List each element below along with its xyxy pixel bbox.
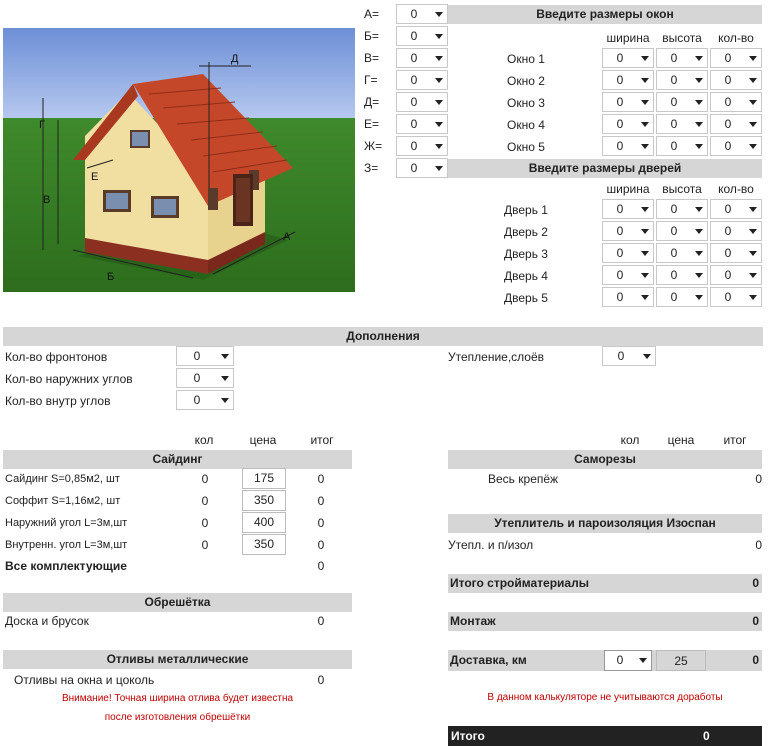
mounting-value: 0 [752, 614, 759, 628]
dim-label-e: Е [91, 171, 99, 183]
chevron-down-icon [695, 144, 703, 149]
inner-corner-row-qty: 0 [201, 538, 209, 552]
dim-label-b: Б [107, 271, 115, 283]
additions-header: Дополнения [3, 327, 763, 346]
drips-row-total: 0 [317, 673, 325, 687]
lathing-row-total: 0 [317, 614, 325, 628]
chevron-down-icon [435, 56, 443, 61]
chevron-down-icon [749, 100, 757, 105]
col-qty-left: кол [194, 433, 214, 447]
window-2-count-select[interactable]: 0 [710, 70, 762, 90]
inner-corners-label: Кол-во внутр углов [5, 394, 111, 408]
dim-zh-select[interactable]: 0 [396, 136, 448, 156]
chevron-down-icon [749, 144, 757, 149]
chevron-down-icon [695, 251, 703, 256]
door-4-label: Дверь 4 [504, 269, 548, 283]
materials-total-bar [448, 574, 762, 593]
dim-d-label: Д= [364, 95, 380, 109]
soffit-row-total: 0 [317, 494, 325, 508]
all-components-label: Все комплектующие [5, 559, 127, 573]
chevron-down-icon [749, 295, 757, 300]
dim-z-label: З= [364, 161, 379, 175]
door-2-count-select[interactable]: 0 [710, 221, 762, 241]
gables-label: Кол-во фронтонов [5, 350, 108, 364]
drips-row-label: Отливы на окна и цоколь [14, 673, 155, 687]
screws-row-total: 0 [755, 472, 762, 486]
col-total-left: итог [310, 433, 334, 447]
dim-b-label: Б= [364, 29, 379, 43]
chevron-down-icon [221, 398, 229, 403]
chevron-down-icon [641, 144, 649, 149]
chevron-down-icon [695, 273, 703, 278]
dim-e-select[interactable]: 0 [396, 114, 448, 134]
chevron-down-icon [435, 144, 443, 149]
chevron-down-icon [749, 78, 757, 83]
chevron-down-icon [749, 122, 757, 127]
dim-label-g: Г [39, 119, 45, 131]
door-2-height-select[interactable]: 0 [656, 221, 708, 241]
chevron-down-icon [641, 273, 649, 278]
door-4-width-select[interactable]: 0 [602, 265, 654, 285]
window-3-count-select[interactable]: 0 [710, 92, 762, 112]
dim-label-d: Д [231, 53, 239, 65]
dim-g-label: Г= [364, 73, 378, 87]
door-4-count-select[interactable]: 0 [710, 265, 762, 285]
door-5-label: Дверь 5 [504, 291, 548, 305]
door-3-label: Дверь 3 [504, 247, 548, 261]
dim-e-label: Е= [364, 117, 380, 131]
doors-col-width: ширина [606, 182, 650, 196]
chevron-down-icon [641, 56, 649, 61]
soffit-row-qty: 0 [201, 494, 209, 508]
all-components-total: 0 [317, 559, 325, 573]
grand-total-value: 0 [703, 729, 710, 743]
window-5-count-select[interactable]: 0 [710, 136, 762, 156]
inner-corners-select[interactable]: 0 [176, 390, 234, 410]
col-price-right: цена [667, 433, 695, 447]
soffit-price-input[interactable]: 350 [242, 490, 286, 511]
window-2-label: Окно 2 [507, 74, 545, 88]
chevron-down-icon [641, 207, 649, 212]
drips-header: Отливы металлические [3, 650, 352, 669]
window-1-label: Окно 1 [507, 52, 545, 66]
door-4-height-select[interactable]: 0 [656, 265, 708, 285]
chevron-down-icon [695, 207, 703, 212]
window-4-width-select[interactable]: 0 [602, 114, 654, 134]
window-5-height-select[interactable]: 0 [656, 136, 708, 156]
window-2-height-select[interactable]: 0 [656, 70, 708, 90]
chevron-down-icon [749, 56, 757, 61]
door-5-width-select[interactable]: 0 [602, 287, 654, 307]
chevron-down-icon [749, 251, 757, 256]
dim-a-label: А= [364, 7, 380, 21]
house-diagram [3, 28, 355, 292]
chevron-down-icon [221, 376, 229, 381]
doors-header: Введите размеры дверей [448, 159, 762, 178]
chevron-down-icon [435, 122, 443, 127]
chevron-down-icon [639, 658, 647, 663]
grand-total-label: Итого [451, 729, 485, 743]
doors-col-count: кол-во [718, 182, 754, 196]
col-price-left: цена [249, 433, 277, 447]
doraboty-note: В данном калькуляторе не учитываются доработы [487, 692, 723, 703]
door-5-height-select[interactable]: 0 [656, 287, 708, 307]
chevron-down-icon [221, 354, 229, 359]
window-2-width-select[interactable]: 0 [602, 70, 654, 90]
inner-corner-row-total: 0 [317, 538, 325, 552]
chevron-down-icon [435, 166, 443, 171]
chevron-down-icon [435, 78, 443, 83]
dim-d-select[interactable]: 0 [396, 92, 448, 112]
delivery-label: Доставка, км [450, 653, 527, 667]
outer-corner-row-total: 0 [317, 516, 325, 530]
col-qty-right: кол [620, 433, 640, 447]
window-1-width-select[interactable]: 0 [602, 48, 654, 68]
windows-col-width: ширина [606, 31, 650, 45]
chevron-down-icon [641, 229, 649, 234]
outer-corners-select[interactable]: 0 [176, 368, 234, 388]
doors-col-height: высота [662, 182, 702, 196]
chevron-down-icon [435, 12, 443, 17]
dim-g-select[interactable]: 0 [396, 70, 448, 90]
window-4-label: Окно 4 [507, 118, 545, 132]
chevron-down-icon [695, 56, 703, 61]
delivery-rate: 25 [656, 650, 706, 671]
chevron-down-icon [695, 295, 703, 300]
insulation-row-label: Утепл. и п/изол [448, 538, 534, 552]
siding-header: Сайдинг [3, 450, 352, 469]
dim-v-label: В= [364, 51, 380, 65]
window-5-label: Окно 5 [507, 140, 545, 154]
windows-header: Введите размеры окон [448, 5, 762, 24]
door-3-count-select[interactable]: 0 [710, 243, 762, 263]
window-4-count-select[interactable]: 0 [710, 114, 762, 134]
lathing-header: Обрешётка [3, 593, 352, 612]
window-3-height-select[interactable]: 0 [656, 92, 708, 112]
chevron-down-icon [641, 295, 649, 300]
delivery-value: 0 [752, 653, 759, 667]
siding-price-input[interactable]: 175 [242, 468, 286, 489]
dim-label-a: А [283, 231, 291, 243]
drips-warning-line2: после изготовления обрешётки [104, 712, 251, 723]
outer-corner-price-input[interactable]: 400 [242, 512, 286, 533]
door-5-count-select[interactable]: 0 [710, 287, 762, 307]
materials-total-label: Итого стройматериалы [450, 576, 589, 590]
chevron-down-icon [695, 229, 703, 234]
inner-corner-row-label: Внутренн. угол L=3м,шт [5, 539, 128, 551]
chevron-down-icon [695, 78, 703, 83]
chevron-down-icon [435, 34, 443, 39]
door-1-height-select[interactable]: 0 [656, 199, 708, 219]
door-3-width-select[interactable]: 0 [602, 243, 654, 263]
door-2-label: Дверь 2 [504, 225, 548, 239]
lathing-row-label: Доска и брусок [5, 614, 89, 628]
window-1-height-select[interactable]: 0 [656, 48, 708, 68]
door-1-label: Дверь 1 [504, 203, 548, 217]
grand-total-bar [448, 726, 762, 746]
delivery-km-select[interactable]: 0 [604, 650, 652, 671]
chevron-down-icon [641, 100, 649, 105]
soffit-row-label: Соффит S=1,16м2, шт [5, 495, 121, 507]
insulation-layers-label: Утепление,слоёв [448, 350, 545, 364]
chevron-down-icon [641, 251, 649, 256]
screws-header: Саморезы [448, 450, 762, 469]
materials-total-value: 0 [752, 576, 759, 590]
windows-col-height: высота [662, 31, 702, 45]
chevron-down-icon [695, 122, 703, 127]
chevron-down-icon [435, 100, 443, 105]
siding-row-qty: 0 [201, 472, 209, 486]
dim-a-select[interactable]: 0 [396, 4, 448, 24]
door-1-count-select[interactable]: 0 [710, 199, 762, 219]
chevron-down-icon [641, 78, 649, 83]
door-2-width-select[interactable]: 0 [602, 221, 654, 241]
door-3-height-select[interactable]: 0 [656, 243, 708, 263]
chevron-down-icon [643, 354, 651, 359]
window-4-height-select[interactable]: 0 [656, 114, 708, 134]
chevron-down-icon [749, 229, 757, 234]
window-3-width-select[interactable]: 0 [602, 92, 654, 112]
outer-corner-row-qty: 0 [201, 516, 209, 530]
mounting-bar [448, 612, 762, 631]
dim-label-v: В [43, 194, 51, 206]
chevron-down-icon [695, 100, 703, 105]
house-illustration [3, 28, 355, 292]
door-1-width-select[interactable]: 0 [602, 199, 654, 219]
chevron-down-icon [749, 207, 757, 212]
screws-row-label: Весь крепёж [488, 472, 559, 486]
col-total-right: итог [723, 433, 747, 447]
outer-corners-label: Кол-во наружних углов [5, 372, 133, 386]
chevron-down-icon [641, 122, 649, 127]
inner-corner-price-input[interactable]: 350 [242, 534, 286, 555]
dim-v-select[interactable]: 0 [396, 48, 448, 68]
chevron-down-icon [749, 273, 757, 278]
dim-zh-label: Ж= [364, 139, 383, 153]
siding-row-total: 0 [317, 472, 325, 486]
window-1-count-select[interactable]: 0 [710, 48, 762, 68]
window-3-label: Окно 3 [507, 96, 545, 110]
windows-col-count: кол-во [718, 31, 754, 45]
mounting-label: Монтаж [450, 614, 496, 628]
dim-z-select[interactable]: 0 [396, 158, 448, 178]
dim-b-select[interactable]: 0 [396, 26, 448, 46]
gables-select[interactable]: 0 [176, 346, 234, 366]
insulation-layers-select[interactable]: 0 [602, 346, 656, 366]
insulation-header: Утеплитель и пароизоляция Изоспан [448, 514, 762, 533]
drips-warning-line1: Внимание! Точная ширина отлива будет известна [61, 693, 294, 704]
insulation-row-total: 0 [755, 538, 762, 552]
outer-corner-row-label: Наружний угол L=3м,шт [5, 517, 128, 529]
siding-row-label: Сайдинг S=0,85м2, шт [5, 473, 120, 485]
window-5-width-select[interactable]: 0 [602, 136, 654, 156]
